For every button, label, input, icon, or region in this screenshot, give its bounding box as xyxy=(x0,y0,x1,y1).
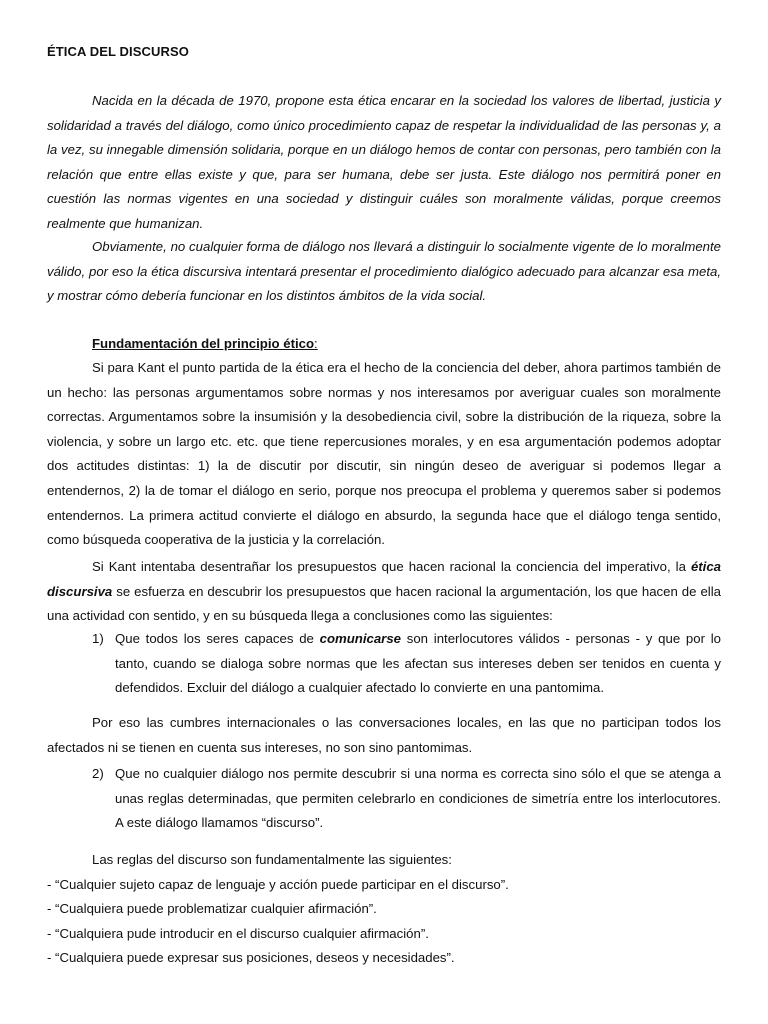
section-heading xyxy=(92,336,318,351)
list-item-1-before: Que todos los seres capaces de xyxy=(115,631,320,646)
list-item-2 xyxy=(92,762,721,836)
list-item-1-after: son interlocutores válidos - personas - y que por lo tanto, cuando se dialoga sobre normas que les afectan sus intereses deben ser tenidos en cuenta y defendidos. Excluir del diálogo a cualquier afectado lo convierte en una pantomima. xyxy=(115,631,721,696)
intro-paragraph-2: Obviamente, no cualquier forma de diálogo nos llevará a distinguir lo socialmente vigente de lo moralmente válido, por eso la ética discursiva intentará presentar el procedimiento dialógico adecuado para alcanzar esa meta, y mostrar cómo debería funcionar en los distintos ámbitos de la vida social. xyxy=(47,239,721,304)
rules-intro: Las reglas del discurso son fundamentalmente las siguientes: xyxy=(92,852,452,867)
rule-item: - “Cualquiera puede problematizar cualquier afirmación”. xyxy=(47,901,377,916)
document-title: ÉTICA DEL DISCURSO xyxy=(47,44,189,59)
list-item-1 xyxy=(92,627,721,701)
presupuestos-paragraph xyxy=(47,555,721,629)
intro-paragraph-1: Nacida en la década de 1970, propone esta ética encarar en la sociedad los valores de libertad, justicia y solidaridad a través del diálogo, como único procedimiento capaz de respetar la individualidad de las personas y, a la vez, su innegable dimensión solidaria, porque en un diálogo hemos de contar con personas, pero también con la relación que entre ellas existe y que, para ser humana, debe ser justa. Este diálogo nos permitirá poner en cuestión las normas vigentes en una sociedad y distinguir cuáles son moralmente válidas, porque creemos realmente que humanizan. xyxy=(47,93,721,231)
rule-item: - “Cualquier sujeto capaz de lenguaje y acción puede participar en el discurso”. xyxy=(47,877,509,892)
presupuestos-emphasis: ética discursiva xyxy=(47,559,721,599)
kant-paragraph: Si para Kant el punto partida de la ética era el hecho de la conciencia del deber, ahora partimos también de un hecho: las personas argumentamos sobre normas y nos interesamos por averiguar cuales son moralmente correctas. Argumentamos sobre la insumisión y la desobediencia civil, sobre la distribución de la riqueza, sobre la violencia, y sobre un largo etc. etc. que tiene repercusiones morales, y en esa argumentación podemos adoptar dos actitudes distintas: 1) la de discutir por discutir, sin ningún deseo de averiguar si podemos llegar a entendernos, 2) la de tomar el diálogo en serio, porque nos preocupa el problema y queremos saber si podemos entendernos. La primera actitud convierte el diálogo en absurdo, la segunda hace que el diálogo tenga sentido, como búsqueda cooperativa de la justicia y la correlación. xyxy=(47,360,721,548)
section-heading-colon: : xyxy=(314,336,318,351)
list-item-1-number: 1) xyxy=(92,631,104,646)
section-heading-text: Fundamentación del principio ético xyxy=(92,336,315,351)
rule-item: - “Cualquiera pude introducir en el discurso cualquier afirmación”. xyxy=(47,926,429,941)
list-item-2-number: 2) xyxy=(92,766,104,781)
list-item-1-text xyxy=(115,627,721,701)
list-item-2-text: Que no cualquier diálogo nos permite descubrir si una norma es correcta sino sólo el que se atenga a unas reglas determinadas, que permiten celebrarlo en condiciones de simetría entre los interlocutores. A este diálogo llamamos “discurso”. xyxy=(115,766,721,831)
presupuestos-text-after: se esfuerza en descubrir los presupuestos que hacen racional la argumentación, los que hacen de ella una actividad con sentido, y en su búsqueda llega a conclusiones como las siguientes: xyxy=(47,583,721,624)
list-item-1-emphasis: comunicarse xyxy=(319,631,401,646)
pantomima-paragraph: Por eso las cumbres internacionales o las conversaciones locales, en las que no participan todos los afectados ni se tienen en cuenta sus intereses, no son sino pantomimas. xyxy=(47,715,721,755)
presupuestos-text-before: Si Kant intentaba desentrañar los presupuestos que hacen racional la conciencia del imperativo, la xyxy=(92,559,691,574)
rule-item: - “Cualquiera puede expresar sus posiciones, deseos y necesidades”. xyxy=(47,950,455,965)
